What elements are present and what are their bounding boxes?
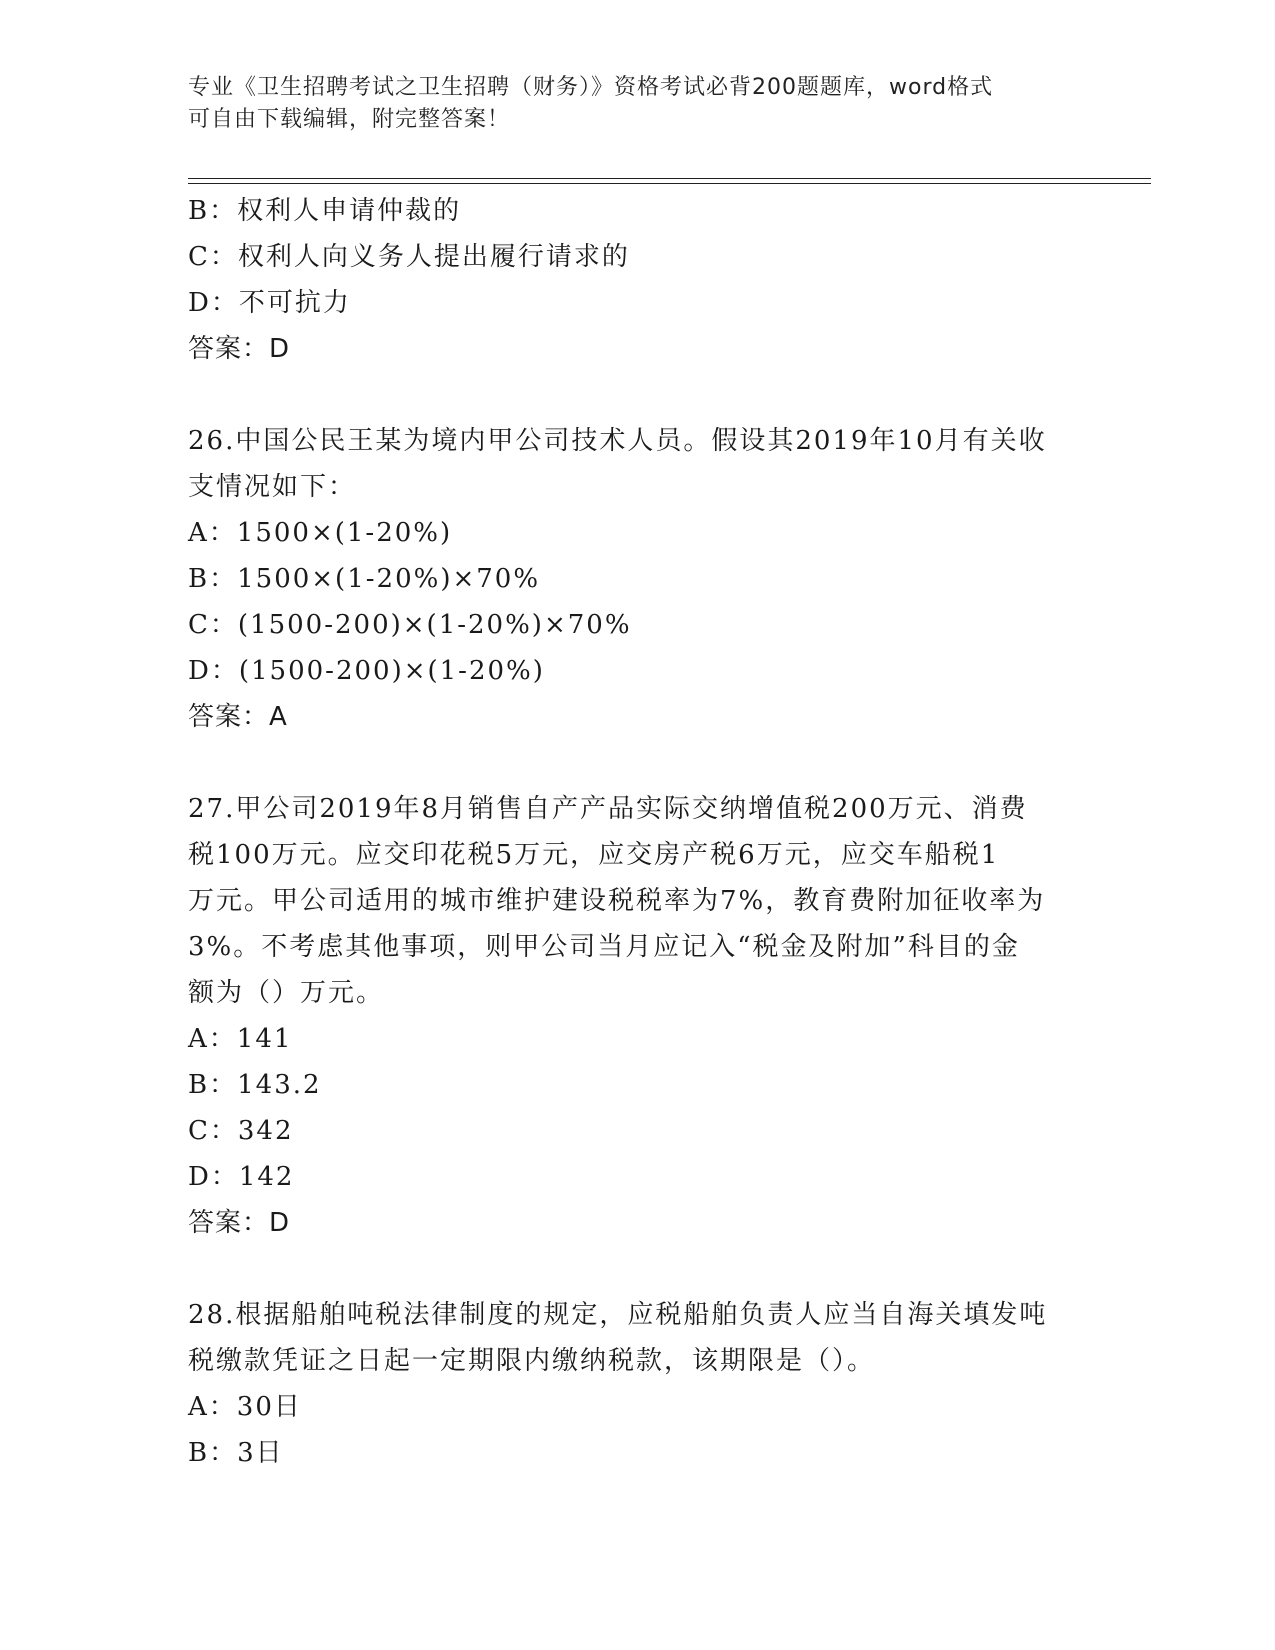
spacer — [188, 1246, 1088, 1292]
header-line-1: 专业《卫生招聘考试之卫生招聘（财务）》资格考试必背200题题库，word格式 — [188, 75, 994, 100]
option-d: D：142 — [188, 1162, 295, 1192]
option-b: B：权利人申请仲裁的 — [188, 196, 462, 226]
question-25-tail — [188, 188, 1088, 372]
answer: 答案：D — [188, 334, 291, 364]
question-text-line: 26.中国公民王某为境内甲公司技术人员。假设其2019年10月有关收 — [188, 426, 1047, 456]
question-26 — [188, 418, 1088, 740]
option-d: D：不可抗力 — [188, 288, 351, 318]
header-divider-bottom — [188, 183, 1151, 184]
question-27 — [188, 786, 1088, 1246]
question-text-line: 税缴款凭证之日起一定期限内缴纳税款，该期限是（）。 — [188, 1346, 876, 1376]
document-header — [188, 72, 1088, 136]
question-text-line: 额为（）万元。 — [188, 978, 385, 1008]
option-c: C：权利人向义务人提出履行请求的 — [188, 242, 630, 272]
answer: 答案：A — [188, 702, 288, 732]
question-text-line: 27.甲公司2019年8月销售自产产品实际交纳增值税200万元、消费 — [188, 794, 1028, 824]
option-c: C：342 — [188, 1116, 294, 1146]
option-b: B：143.2 — [188, 1070, 322, 1100]
option-d: D：(1500-200)×(1-20%) — [188, 656, 545, 686]
question-text-line: 28.根据船舶吨税法律制度的规定，应税船舶负责人应当自海关填发吨 — [188, 1300, 1048, 1330]
option-a: A：30日 — [188, 1392, 302, 1422]
spacer — [188, 740, 1088, 786]
option-b: B：3日 — [188, 1438, 284, 1468]
spacer — [188, 372, 1088, 418]
option-c: C：(1500-200)×(1-20%)×70% — [188, 610, 632, 640]
question-text-line: 支情况如下： — [188, 472, 357, 502]
option-a: A：141 — [188, 1024, 293, 1054]
header-line-2: 可自由下载编辑，附完整答案！ — [188, 107, 511, 132]
question-text-line: 税100万元。应交印花税5万元，应交房产税6万元，应交车船税1 — [188, 840, 1000, 870]
header-divider-top — [188, 178, 1151, 179]
option-a: A：1500×(1-20%) — [188, 518, 453, 548]
question-list — [188, 188, 1088, 1476]
question-text-line: 万元。甲公司适用的城市维护建设税税率为7%，教育费附加征收率为 — [188, 886, 1046, 916]
answer: 答案：D — [188, 1208, 291, 1238]
question-28 — [188, 1292, 1088, 1476]
question-text-line: 3%。不考虑其他事项，则甲公司当月应记入“税金及附加”科目的金 — [188, 932, 1020, 962]
option-b: B：1500×(1-20%)×70% — [188, 564, 541, 594]
